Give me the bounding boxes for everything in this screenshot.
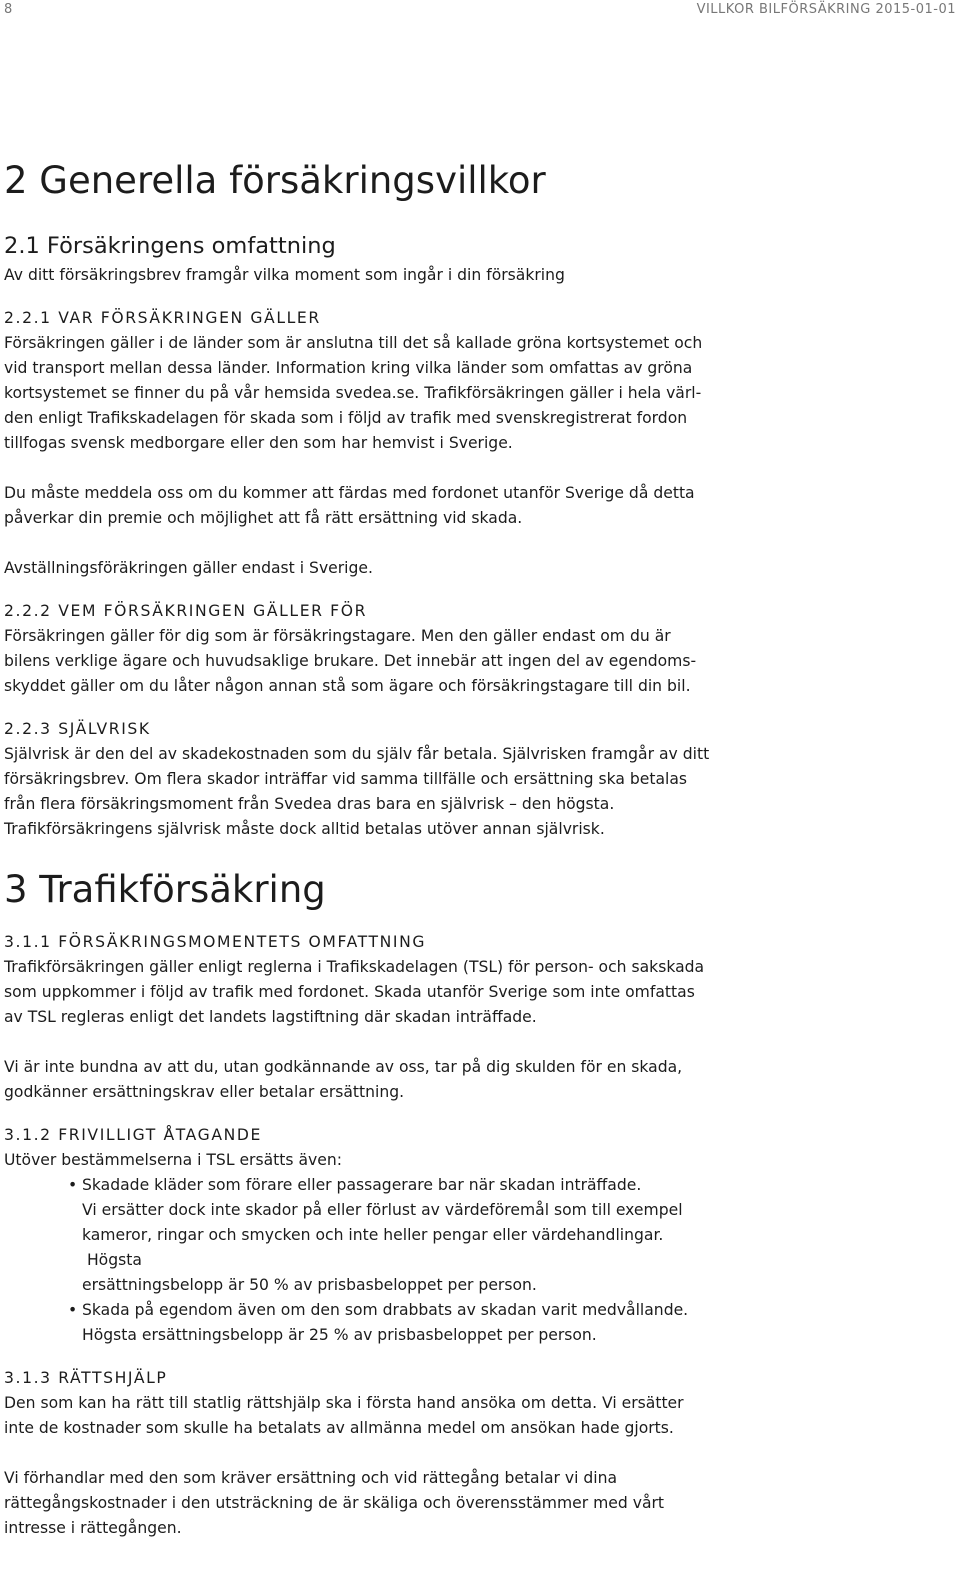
bullet-icon: • bbox=[68, 1301, 78, 1319]
section-2-2-1-title: 2.2.1 VAR FÖRSÄKRINGEN GÄLLER bbox=[4, 309, 321, 327]
bullet-line: Skada på egendom även om den som drabbats av skadan varit medvållande. bbox=[82, 1301, 689, 1319]
section-3-1-3-title: 3.1.3 RÄTTSHJÄLP bbox=[4, 1369, 168, 1387]
section-3-1-2-intro: Utöver bestämmelserna i TSL ersätts även: bbox=[4, 1151, 342, 1169]
body-line: Försäkringen gäller för dig som är försäkringstagare. Men den gäller endast om du är bbox=[4, 627, 671, 645]
body-line: av TSL regleras enligt det landets lagstiftning där skadan inträffade. bbox=[4, 1008, 537, 1026]
body-line: vid transport mellan dessa länder. Information kring vilka länder som omfattas av gröna bbox=[4, 359, 693, 377]
body-line: Trafikförsäkringens självrisk måste dock alltid betalas utöver annan självrisk. bbox=[4, 820, 605, 838]
section-3-1-1-title: 3.1.1 FÖRSÄKRINGSMOMENTETS OMFATTNING bbox=[4, 933, 427, 951]
bullet-line: Vi ersätter dock inte skador på eller förlust av värdeföremål som till exempel bbox=[82, 1201, 683, 1219]
body-line: intresse i rättegången. bbox=[4, 1519, 182, 1537]
bullet-line: ersättningsbelopp är 50 % av prisbasbeloppet per person. bbox=[82, 1276, 537, 1294]
body-line: Du måste meddela oss om du kommer att färdas med fordonet utanför Sverige då detta bbox=[4, 484, 695, 502]
body-line: från flera försäkringsmoment från Svedea dras bara en självrisk – den högsta. bbox=[4, 795, 615, 813]
body-line: skyddet gäller om du låter någon annan stå som ägare och försäkringstagare till din bil. bbox=[4, 677, 691, 695]
page-content bbox=[4, 155, 794, 1541]
section-3-title: 3 Trafikförsäkring bbox=[4, 868, 326, 911]
section-2-2-1-paragraph-3: Avställningsföräkringen gäller endast i Sverige. bbox=[4, 559, 373, 577]
body-line: Trafikförsäkringen gäller enligt reglerna i Trafikskadelagen (TSL) för person- och sakskada bbox=[4, 958, 705, 976]
list-item bbox=[4, 1298, 794, 1348]
bullet-line: Högsta ersättningsbelopp är 25 % av prisbasbeloppet per person. bbox=[82, 1326, 597, 1344]
bullet-line: Högsta bbox=[82, 1251, 142, 1269]
page-number: 8 bbox=[4, 2, 13, 17]
section-3-1-3-paragraph-2 bbox=[4, 1466, 794, 1541]
bullet-list bbox=[4, 1173, 794, 1348]
body-line: försäkringsbrev. Om flera skador inträffar vid samma tillfälle och ersättning ska betalas bbox=[4, 770, 688, 788]
section-3-1-2-title: 3.1.2 FRIVILLIGT ÅTAGANDE bbox=[4, 1126, 262, 1144]
section-2-2-2-title: 2.2.2 VEM FÖRSÄKRINGEN GÄLLER FÖR bbox=[4, 602, 368, 620]
body-line: inte de kostnader som skulle ha betalats av allmänna medel om ansökan hade gjorts. bbox=[4, 1419, 674, 1437]
section-2-2-1-body bbox=[4, 331, 794, 456]
list-item bbox=[4, 1173, 794, 1298]
body-line: rättegångskostnader i den utsträckning de är skäliga och överensstämmer med vårt bbox=[4, 1494, 665, 1512]
bullet-line: kameror, ringar och smycken och inte heller pengar eller värdehandlingar. bbox=[82, 1226, 664, 1244]
section-3-1-3-body bbox=[4, 1391, 794, 1441]
section-2-1-intro: Av ditt försäkringsbrev framgår vilka moment som ingår i din försäkring bbox=[4, 266, 565, 284]
body-line: godkänner ersättningskrav eller betalar ersättning. bbox=[4, 1083, 405, 1101]
body-line: tillfogas svensk medborgare eller den som har hemvist i Sverige. bbox=[4, 434, 513, 452]
section-3-1-1-body bbox=[4, 955, 794, 1030]
bullet-line: Skadade kläder som förare eller passagerare bar när skadan inträffade. bbox=[82, 1176, 642, 1194]
body-line: påverkar din premie och möjlighet att få rätt ersättning vid skada. bbox=[4, 509, 523, 527]
section-2-2-1-paragraph-2 bbox=[4, 481, 794, 531]
section-2-2-3-title: 2.2.3 SJÄLVRISK bbox=[4, 720, 151, 738]
section-2-1-title: 2.1 Försäkringens omfattning bbox=[4, 233, 336, 259]
section-2-2-3-body bbox=[4, 742, 794, 842]
body-line: bilens verklige ägare och huvudsaklige brukare. Det innebär att ingen del av egendoms- bbox=[4, 652, 697, 670]
body-line: Den som kan ha rätt till statlig rättshjälp ska i första hand ansöka om detta. Vi ersätter bbox=[4, 1394, 684, 1412]
bullet-icon: • bbox=[68, 1176, 78, 1194]
running-header: VILLKOR BILFÖRSÄKRING 2015-01-01 bbox=[696, 2, 956, 17]
body-line: Vi förhandlar med den som kräver ersättning och vid rättegång betalar vi dina bbox=[4, 1469, 618, 1487]
section-2-title: 2 Generella försäkringsvillkor bbox=[4, 159, 546, 202]
body-line: Vi är inte bundna av att du, utan godkännande av oss, tar på dig skulden för en skada, bbox=[4, 1058, 683, 1076]
body-line: kortsystemet se finner du på vår hemsida svedea.se. Trafikförsäkringen gäller i hela värl- bbox=[4, 384, 702, 402]
body-line: Försäkringen gäller i de länder som är anslutna till det så kallade gröna kortsystemet och bbox=[4, 334, 703, 352]
body-line: den enligt Trafikskadelagen för skada som i följd av trafik med svenskregistrerat fordon bbox=[4, 409, 688, 427]
section-2-2-2-body bbox=[4, 624, 794, 699]
body-line: som uppkommer i följd av trafik med fordonet. Skada utanför Sverige som inte omfattas bbox=[4, 983, 695, 1001]
section-3-1-1-paragraph-2 bbox=[4, 1055, 794, 1105]
body-line: Självrisk är den del av skadekostnaden som du själv får betala. Självrisken framgår av ditt bbox=[4, 745, 710, 763]
